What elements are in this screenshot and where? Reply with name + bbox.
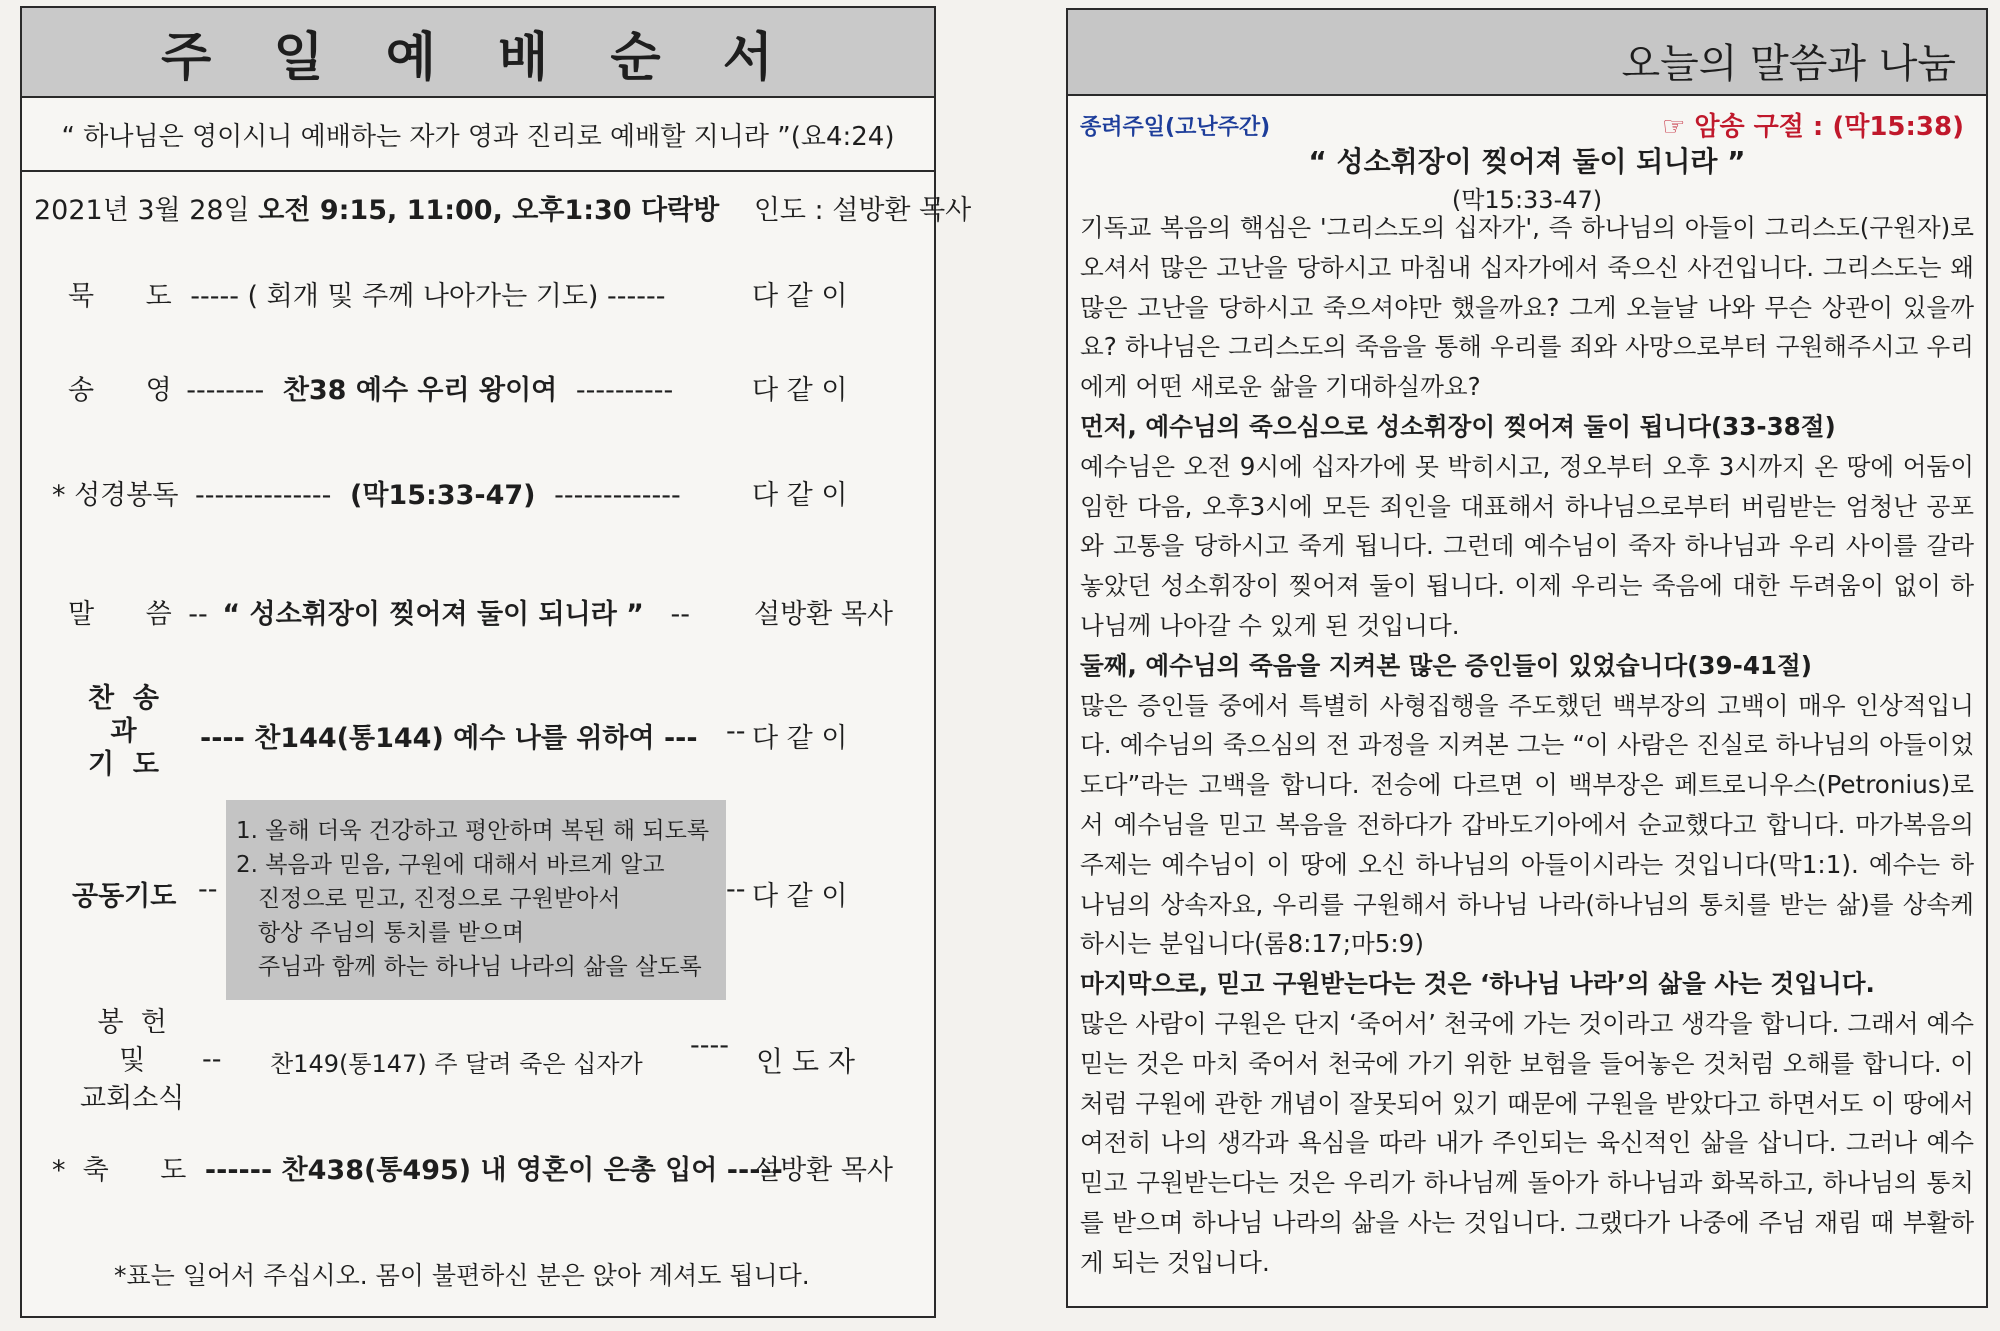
order-label: * 성경봉독	[52, 480, 179, 511]
sermon-meta	[1080, 102, 1974, 142]
theme-verse-text: “ 하나님은 영이시니 예배하는 자가 영과 진리로 예배할 지니라 ”(요4:24)	[61, 121, 895, 152]
sermon-header	[1068, 10, 1986, 96]
order-content: ---- 찬144(통144) 예수 나를 위하여 ---	[200, 723, 698, 754]
common-prayer-box	[226, 800, 726, 1000]
order-content: “ 성소휘장이 찢어져 둘이 되니라 ”	[222, 599, 644, 630]
paragraph: 예수님은 오전 9시에 십자가에 못 박히시고, 정오부터 오후 3시까지 온 땅에 어둠이 임한 다음, 오후3시에 모든 죄인을 대표해서 하나님으로부터 버림받는 엄청난 공포와 고통을 당하시고 죽게 됩니다. 그런데 예수님이 죽자 하나님과 우리 사이를 갈라놓았던 성소휘장이 찢어져 둘이 됩니다. 이제 우리는 죽음에 대한 두려움이 없이 하나님께 나아갈 수 있게 된 것입니다.	[1080, 451, 1974, 640]
order-common-prayer-label: 공동기도	[72, 881, 177, 912]
service-date: 2021년 3월 28일	[34, 195, 250, 226]
order-dash: --	[726, 716, 746, 747]
date-line	[34, 188, 971, 227]
order-content: ------ 찬438(통495) 내 영혼이 은총 입어 -----	[204, 1155, 783, 1186]
paragraph: 많은 증인들 중에서 특별히 사형집행을 주도했던 백부장의 고백이 매우 인상적입니다. 예수님의 죽으심의 전 과정을 지켜본 그는 “이 사람은 진실로 하나님의 아들이었도다”라는 고백을 합니다. 전승에 다르면 이 백부장은 페트로니우스(Petronius)로서 예수님을 믿고 복음을 전하다가 갑바도기아에서 순교했다고 합니다. 마가복음의 주제는 예수님이 이 땅에 오신 하나님의 아들이시라는 것입니다(막1:1). 예수는 하나님의 상속자요, 우리를 구원해서 하나님 나라(하나님의 통치를 받는 삶)를 상속케 하시는 분입니다(롬8:17;마5:9)	[1080, 690, 1974, 959]
order-label: 말 씀	[68, 599, 172, 630]
order-dash: --	[202, 1044, 222, 1075]
order-who: 다 같 이	[752, 480, 848, 511]
order-who: 인 도 자	[756, 1045, 855, 1078]
worship-order-panel	[20, 6, 972, 1318]
order-dash: --------------	[195, 480, 332, 511]
sermon-title: “ 성소휘장이 찢어져 둘이 되니라 ”	[1308, 145, 1746, 178]
order-label: 찬 송	[88, 683, 159, 714]
order-who: 설방환 목사	[754, 1155, 893, 1186]
order-content: ----- ( 회개 및 주께 나아가는 기도) ------	[190, 281, 666, 312]
section-heading: 마지막으로, 믿고 구원받는다는 것은 ‘하나님 나라’의 삶을 사는 것입니다.	[1080, 969, 1875, 999]
order-label: 송 영	[68, 375, 172, 406]
order-label: 과	[110, 716, 137, 747]
order-praise-label	[88, 682, 159, 781]
prayer-line: 주님과 함께 하는 하나님 나라의 삶을 살도록	[236, 954, 702, 980]
order-content: 찬149(통147) 주 달려 죽은 십자가	[270, 1050, 643, 1078]
service-times: 오전 9:15, 11:00, 오후1:30 다락방	[258, 195, 720, 226]
prayer-line: 2. 복음과 믿음, 구원에 대해서 바르게 알고	[236, 852, 665, 878]
standing-note: *표는 일어서 주십시오. 몸이 불편하신 분은 앉아 계셔도 됩니다.	[114, 1261, 810, 1290]
order-benediction	[52, 1148, 783, 1187]
sermon-header-title: 오늘의 말씀과 나눔	[1621, 41, 1956, 87]
liturgical-tag: 종려주일(고난주간)	[1080, 115, 1271, 140]
order-who: 다 같 이	[752, 281, 848, 312]
order-dash: ----------	[575, 375, 674, 406]
order-dash: --	[726, 874, 746, 905]
theme-verse	[22, 98, 934, 172]
order-who: 설방환 목사	[754, 599, 893, 630]
order-label: 교회소식	[80, 1083, 185, 1114]
order-hymn	[68, 368, 673, 407]
sermon-panel	[1066, 8, 1988, 1308]
order-who: 다 같 이	[752, 881, 848, 912]
order-dash: -------------	[554, 480, 681, 511]
order-label: 및	[119, 1045, 146, 1076]
order-dash: --	[198, 874, 218, 905]
sermon-reference: (막15:33-47)	[1451, 186, 1603, 214]
order-label: 봉 헌	[97, 1007, 167, 1038]
order-offering-label	[80, 1004, 184, 1118]
sermon-body	[1080, 208, 1974, 1283]
worship-order-header	[22, 8, 934, 98]
order-content: 찬38 예수 우리 왕이여	[282, 375, 558, 406]
order-dash: ----	[690, 1030, 729, 1061]
order-who: 다 같 이	[752, 723, 848, 754]
paragraph: 기독교 복음의 핵심은 '그리스도의 십자가', 즉 하나님의 아들이 그리스도(구원자)로 오셔서 많은 고난을 당하시고 마침내 십자가에서 죽으신 사건입니다. 그리스도는 왜 많은 고난을 당하시고 죽으셔야만 했을까요? 그게 오늘날 나와 무슨 상관이 있을까요? 하나님은 그리스도의 죽음을 통해 우리를 죄와 사망으로부터 구원해주시고 우리에게 어떤 새로운 삶을 기대하실까요?	[1080, 213, 1974, 402]
worship-order-title: 주 일 예 배 순 서	[161, 26, 795, 88]
section-heading: 둘째, 예수님의 죽음을 지켜본 많은 증인들이 있었습니다(39-41절)	[1080, 650, 1813, 680]
paragraph: 많은 사람이 구원은 단지 ‘죽어서’ 천국에 가는 것이라고 생각을 합니다. 그래서 예수 믿는 것은 마치 죽어서 천국에 가기 위한 보험을 들어놓은 것처럼 오해를 합니다. 이처럼 구원에 관한 개념이 잘못되어 있기 때문에 구원을 받았다고 하면서도 이 땅에서 여전히 나의 생각과 욕심을 따라 내가 주인되는 육신적인 삶을 삽니다. 그러나 예수 믿고 구원받는다는 것은 우리가 하나님께 돌아가 하나님과 화목하고, 하나님의 통치를 받으며 하나님 나라의 삶을 사는 것입니다. 그랬다가 나중에 주님 재림 때 부활하게 되는 것입니다.	[1080, 1008, 1974, 1277]
order-reading	[52, 473, 681, 512]
order-dash: --	[670, 599, 691, 630]
prayer-line: 1. 올해 더욱 건강하고 평안하며 복된 해 되도록	[236, 818, 710, 844]
order-label: 묵 도	[68, 281, 172, 312]
memory-verse: ☞ 암송 구절 : (막15:38)	[1661, 112, 1964, 142]
order-silent-prayer	[68, 274, 665, 313]
order-who: 다 같 이	[752, 375, 848, 406]
order-label: * 축 도	[52, 1155, 187, 1186]
order-label: 기 도	[88, 749, 159, 780]
service-leader: 인도 : 설방환 목사	[753, 195, 972, 226]
prayer-line: 진정으로 믿고, 진정으로 구원받아서	[236, 886, 621, 912]
section-heading: 먼저, 예수님의 죽으심으로 성소휘장이 찢어져 둘이 됩니다(33-38절)	[1080, 411, 1836, 441]
order-sermon	[68, 592, 690, 631]
prayer-line: 항상 주님의 통치를 받으며	[236, 920, 525, 946]
order-dash: --	[188, 599, 208, 630]
order-content: (막15:33-47)	[350, 480, 536, 511]
order-dash: --------	[186, 375, 265, 406]
